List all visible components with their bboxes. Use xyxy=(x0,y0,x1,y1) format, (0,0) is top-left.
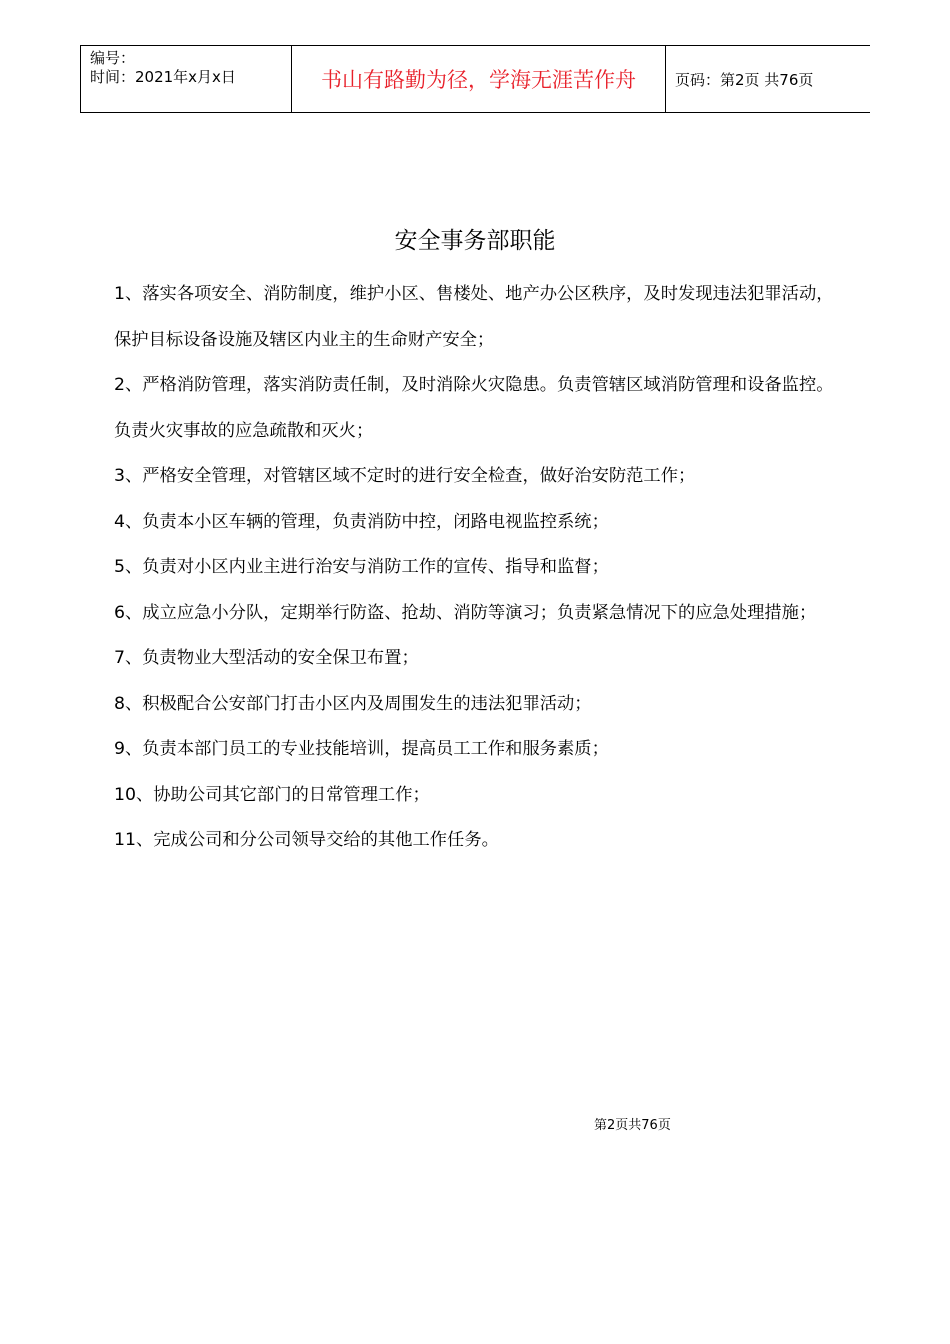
list-item: 2、严格消防管理，落实消防责任制，及时消除火灾隐患。负责管辖区域消防管理和设备监控。负责火灾事故的应急疏散和灭火； xyxy=(114,375,834,441)
list-item: 10、协助公司其它部门的日常管理工作； xyxy=(114,784,430,805)
header-motto: 书山有路勤为径，学海无涯苦作舟 xyxy=(292,46,666,113)
list-item: 4、负责本小区车辆的管理，负责消防中控，闭路电视监控系统； xyxy=(114,511,609,532)
list-item: 11、完成公司和分公司领导交给的其他工作任务。 xyxy=(114,830,499,850)
header-meta-cell xyxy=(81,46,292,113)
footer-page-number: 第2页共76页 xyxy=(594,1118,671,1133)
list-item: 9、负责本部门员工的专业技能培训，提高员工工作和服务素质； xyxy=(114,739,609,759)
list-item: 6、成立应急小分队，定期举行防盗、抢劫、消防等演习；负责紧急情况下的应急处理措施； xyxy=(114,602,817,623)
duties-list xyxy=(114,272,844,864)
header-page-info: 页码：第2页 共76页 xyxy=(666,46,871,113)
list-item: 3、严格安全管理，对管辖区域不定时的进行安全检查，做好治安防范工作； xyxy=(114,466,696,486)
page-title: 安全事务部职能 xyxy=(394,228,556,254)
list-item: 7、负责物业大型活动的安全保卫布置； xyxy=(114,648,419,668)
list-item: 8、积极配合公安部门打击小区内及周围发生的违法犯罪活动； xyxy=(114,693,592,714)
document-date-label: 时间：2021年x月x日 xyxy=(90,68,236,86)
document-number-label: 编号： xyxy=(90,49,136,67)
list-item: 1、落实各项安全、消防制度，维护小区、售楼处、地产办公区秩序，及时发现违法犯罪活动，保护目标设备设施及辖区内业主的生命财产安全； xyxy=(114,284,834,350)
list-item: 5、负责对小区内业主进行治安与消防工作的宣传、指导和监督； xyxy=(114,557,609,577)
header-table xyxy=(80,45,870,113)
